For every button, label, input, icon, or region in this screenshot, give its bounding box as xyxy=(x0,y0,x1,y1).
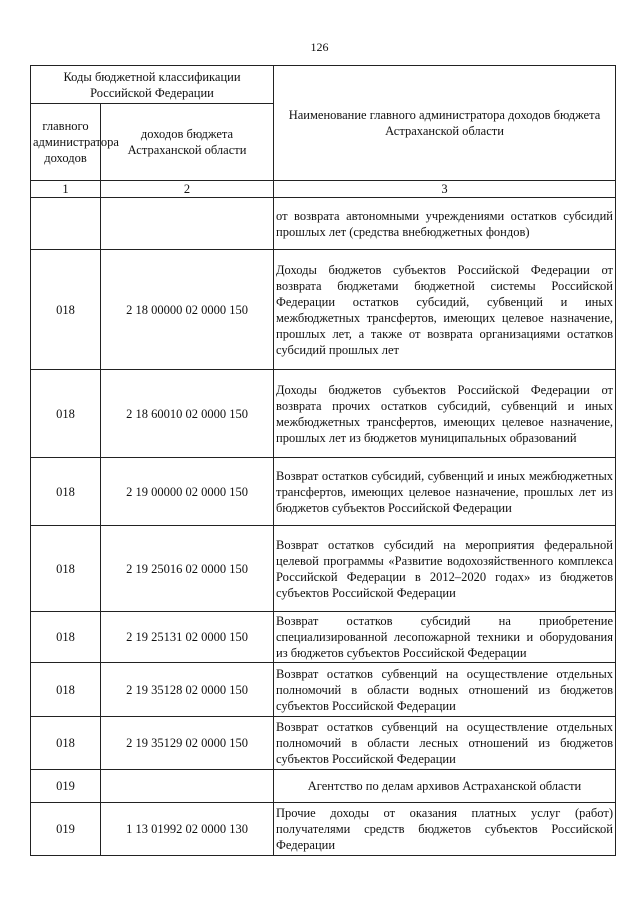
table-header-row xyxy=(31,66,616,104)
admin-code-cell: 019 xyxy=(31,803,101,856)
revenue-name-cell: Прочие доходы от оказания платных услуг (работ) получателями средств бюджетов субъектов Российской Федерации xyxy=(274,803,616,856)
budget-classification-table xyxy=(30,65,616,856)
admin-code-cell: 018 xyxy=(31,250,101,370)
revenue-name-cell: Возврат остатков субвенций на осуществление отдельных полномочий в области водных отношений из бюджетов субъектов Российской Федерации xyxy=(274,663,616,717)
revenue-name-cell: Доходы бюджетов субъектов Российской Федерации от возврата прочих остатков субсидий, субвенций и иных межбюджетных трансфертов, имеющих целевое назначение, прошлых лет из бюджетов муниципальных образований xyxy=(274,370,616,458)
administrator-name-header: Наименование главного администратора доходов бюджета Астраханской области xyxy=(274,66,616,181)
table-row xyxy=(31,803,616,856)
table-row xyxy=(31,717,616,770)
revenue-name-cell: Доходы бюджетов субъектов Российской Федерации от возврата бюджетами бюджетной системы Российской Федерации остатков субсидий, субвенций и иных межбюджетных трансфертов, имеющих целевое назначение, прошлых лет, а также от возврата организациями остатков субсидий прошлых лет xyxy=(274,250,616,370)
revenue-code-cell: 2 18 60010 02 0000 150 xyxy=(101,370,274,458)
column-numbers-row xyxy=(31,181,616,198)
revenue-name-cell: Возврат остатков субсидий на приобретение специализированной лесопожарной техники и оборудования из бюджетов субъектов Российской Федерации xyxy=(274,612,616,663)
table-row xyxy=(31,612,616,663)
revenue-code-cell: 2 19 25016 02 0000 150 xyxy=(101,526,274,612)
revenue-code-cell: 2 19 35129 02 0000 150 xyxy=(101,717,274,770)
page-number: 126 xyxy=(310,40,329,54)
admin-code-cell: 018 xyxy=(31,370,101,458)
admin-code-cell: 018 xyxy=(31,663,101,717)
admin-code-cell: 018 xyxy=(31,717,101,770)
revenue-name-cell: Возврат остатков субвенций на осуществление отдельных полномочий в области лесных отношений из бюджетов субъектов Российской Федерации xyxy=(274,717,616,770)
classification-codes-header: Коды бюджетной классификации Российской Федерации xyxy=(31,66,274,104)
column-number-1: 1 xyxy=(31,181,101,198)
table-row xyxy=(31,770,616,803)
admin-code-cell: 018 xyxy=(31,458,101,526)
revenue-code-header: доходов бюджета Астраханской области xyxy=(101,104,274,181)
revenue-name-cell: Возврат остатков субсидий, субвенций и иных межбюджетных трансфертов, имеющих целевое назначение, прошлых лет из бюджетов субъектов Российской Федерации xyxy=(274,458,616,526)
revenue-name-cell: от возврата автономными учреждениями остатков субсидий прошлых лет (средства внебюджетных фондов) xyxy=(274,198,616,250)
table-row xyxy=(31,370,616,458)
revenue-code-cell: 2 19 25131 02 0000 150 xyxy=(101,612,274,663)
revenue-name-cell: Агентство по делам архивов Астраханской области xyxy=(274,770,616,803)
revenue-code-cell xyxy=(101,198,274,250)
table-row xyxy=(31,250,616,370)
revenue-code-cell: 2 18 00000 02 0000 150 xyxy=(101,250,274,370)
admin-code-cell xyxy=(31,198,101,250)
admin-code-cell: 019 xyxy=(31,770,101,803)
table-row xyxy=(31,198,616,250)
revenue-code-cell: 1 13 01992 02 0000 130 xyxy=(101,803,274,856)
revenue-name-cell: Возврат остатков субсидий на мероприятия федеральной целевой программы «Развитие водохозяйственного комплекса Российской Федерации в 2012–2020 годах» из бюджетов субъектов Российской Федерации xyxy=(274,526,616,612)
admin-code-header: главного администратора доходов xyxy=(31,104,101,181)
table-row xyxy=(31,458,616,526)
revenue-code-cell: 2 19 00000 02 0000 150 xyxy=(101,458,274,526)
revenue-code-cell: 2 19 35128 02 0000 150 xyxy=(101,663,274,717)
revenue-code-cell xyxy=(101,770,274,803)
table-row xyxy=(31,526,616,612)
table-row xyxy=(31,663,616,717)
admin-code-cell: 018 xyxy=(31,612,101,663)
column-number-3: 3 xyxy=(274,181,616,198)
column-number-2: 2 xyxy=(101,181,274,198)
admin-code-cell: 018 xyxy=(31,526,101,612)
